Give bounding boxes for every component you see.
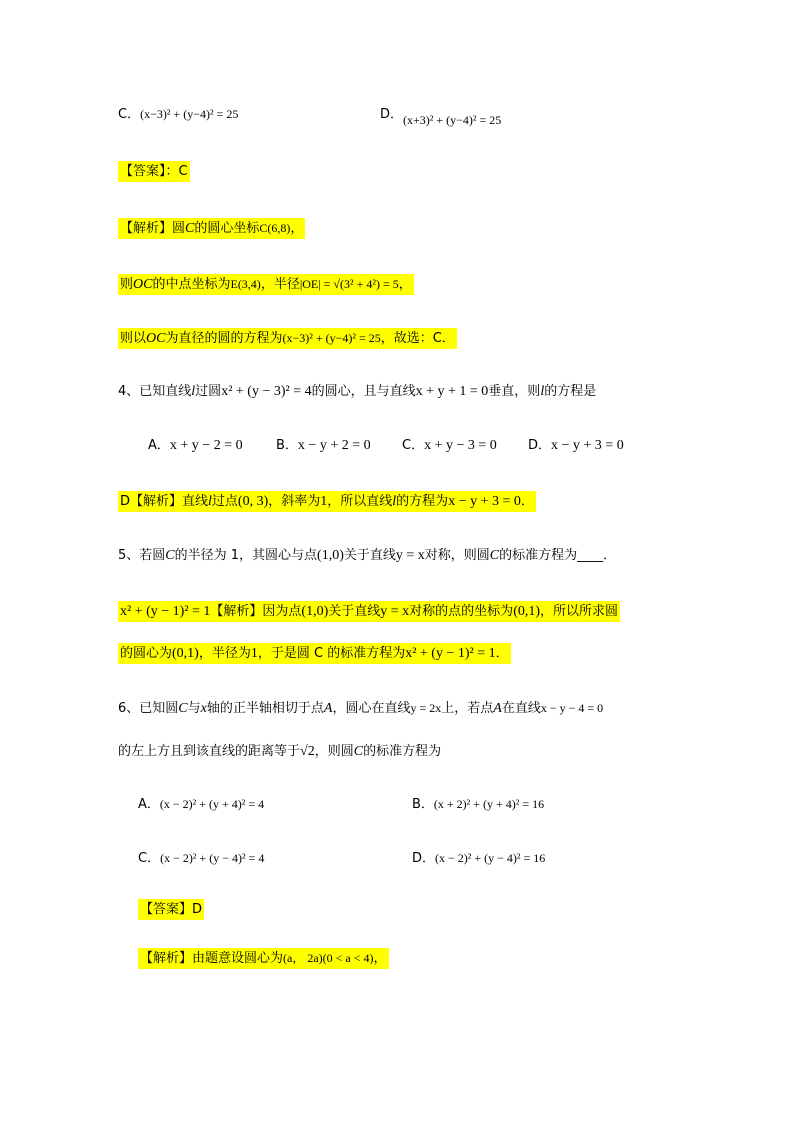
math: y = 2x [410, 701, 442, 715]
q6-option-d [412, 848, 545, 869]
text: 【解析】因为点 [210, 604, 302, 619]
highlight-run [118, 601, 620, 622]
q5-answer-line-2 [118, 644, 511, 664]
math: x − y + 3 = 0 [448, 494, 521, 509]
q6-option-a [138, 794, 264, 815]
math: |OE| = √(3² + 4²) = 5 [299, 277, 399, 291]
highlight-run [118, 274, 414, 295]
text: 的中点坐标为 [152, 277, 231, 292]
option-expr: (x − 2)² + (y − 4)² = 4 [160, 851, 265, 865]
option-label: C． [118, 107, 141, 122]
math: (0, 3) [237, 494, 269, 509]
var: OC [146, 331, 166, 346]
var: C [489, 548, 500, 563]
text: 在直线 [501, 701, 541, 716]
text: ，圆心在直线 [332, 701, 411, 716]
q4-option-a [148, 436, 243, 456]
option-expr: x + y − 2 = 0 [169, 438, 243, 453]
text: 与 [187, 701, 201, 716]
text: ， [373, 951, 387, 966]
text: 垂直，则 [488, 384, 541, 399]
q6-stem-line-2 [118, 742, 441, 762]
text: D【解析】直线 [120, 494, 209, 509]
option-expr: x − y + 3 = 0 [551, 438, 624, 453]
q6-analysis [138, 948, 389, 969]
option-label: D． [412, 851, 436, 866]
option-expr: x − y + 2 = 0 [297, 438, 371, 453]
math: (0,1) [172, 646, 199, 661]
var: C [165, 548, 175, 563]
answer-text: 【答案】D [138, 899, 204, 920]
option-label: C． [402, 438, 425, 453]
math: x² + (y − 1)² = 1 [405, 646, 496, 661]
text: ，半径 [260, 277, 300, 292]
q5-answer-line-1 [118, 602, 620, 622]
text: 对称的点的坐标为 [409, 604, 514, 619]
var: C [185, 221, 195, 236]
q5-stem [118, 546, 616, 566]
math: (0,1) [513, 604, 541, 619]
option-label: A． [148, 438, 170, 453]
math: 1 [250, 646, 258, 661]
text: 轴的正半轴相切于点 [206, 701, 324, 716]
option-label: C． [138, 851, 161, 866]
prev-analysis-line-2 [118, 274, 414, 295]
highlight-run [138, 948, 389, 969]
math: x − y − 4 = 0 [540, 701, 604, 715]
text: ． [520, 494, 534, 509]
text: 对称，则圆 [424, 548, 490, 563]
math: y = x [380, 604, 410, 619]
option-label: D． [380, 107, 404, 122]
option-expr: (x+3)² + (y−4)² = 25 [403, 113, 502, 127]
var: OC [133, 277, 153, 292]
text: 【解析】由题意设圆心为 [140, 951, 284, 966]
highlight-run [118, 218, 305, 239]
text: 上，若点 [441, 701, 494, 716]
prev-analysis-line-3 [118, 328, 457, 349]
text: ， [398, 277, 412, 292]
q4-stem [118, 382, 596, 402]
text: ． [495, 646, 509, 661]
math: C(6,8) [259, 221, 291, 235]
text: ，所以直线 [327, 494, 393, 509]
q4-answer [118, 492, 536, 512]
q6-answer [138, 900, 204, 920]
text: 的方程是 [544, 384, 597, 399]
var: l [540, 384, 545, 399]
math: y = x [395, 548, 425, 563]
option-expr: x + y − 3 = 0 [424, 438, 497, 453]
highlight-run [118, 643, 511, 664]
text: 5、若圆 [118, 548, 166, 563]
text: ，斜率为 [268, 494, 321, 509]
var: x [200, 701, 207, 716]
text: 的半径为 1，其圆心与点 [174, 548, 318, 563]
text: 6、已知圆 [118, 701, 179, 716]
text: 的标准方程为____． [499, 548, 617, 563]
math: (x−3)² + (y−4)² = 25 [282, 331, 381, 345]
math: E(3,4) [230, 277, 261, 291]
var: l [191, 384, 196, 399]
prev-analysis-line-1 [118, 218, 305, 239]
math: x² + (y − 1)² = 1 [120, 604, 211, 619]
math: (1,0) [301, 604, 329, 619]
option-expr: (x − 2)² + (y + 4)² = 4 [159, 797, 265, 811]
math: (a， 2a)(0 < a < 4) [283, 951, 374, 965]
var: l [392, 494, 397, 509]
math: x + y + 1 = 0 [415, 384, 489, 399]
text: 4、已知直线 [118, 384, 192, 399]
text: 过点 [211, 494, 238, 509]
option-label: B． [276, 438, 298, 453]
option-c-prev [118, 104, 238, 125]
q4-option-b [276, 436, 371, 456]
text: ，于是圆 C 的标准方程为 [257, 646, 406, 661]
prev-answer [118, 162, 190, 182]
option-label: B． [412, 797, 434, 812]
math: (1,0) [317, 548, 344, 563]
text: 关于直线 [343, 548, 396, 563]
math: √2 [300, 744, 315, 759]
text: 过圆 [195, 384, 222, 399]
var: A [493, 701, 502, 716]
var: C [353, 744, 364, 759]
text: 的标准方程为 [363, 744, 442, 759]
q6-stem-line-1 [118, 698, 603, 719]
text: 的左上方且到该直线的距离等于 [118, 744, 301, 759]
option-expr: (x + 2)² + (y + 4)² = 16 [433, 797, 545, 811]
math: x² + (y − 3)² = 4 [221, 384, 312, 399]
q4-option-d [528, 436, 624, 456]
var: A [323, 701, 333, 716]
q4-option-c [402, 436, 497, 456]
text: 为直径的圆的方程为 [165, 331, 283, 346]
text: ，所以所求圆 [540, 604, 619, 619]
option-label: D． [528, 438, 552, 453]
var: l [208, 494, 212, 509]
answer-text: 【答案】：C [118, 161, 190, 182]
q6-option-b [412, 794, 544, 815]
text: ， [290, 221, 304, 236]
text: 的圆心，且与直线 [311, 384, 416, 399]
text: 的圆心坐标 [194, 221, 260, 236]
text: 【解析】圆 [120, 221, 186, 236]
math: 1 [320, 494, 328, 509]
text: 的方程为 [396, 494, 449, 509]
q6-option-c [138, 848, 264, 869]
text: 则以 [120, 331, 147, 346]
highlight-run [118, 328, 457, 349]
option-d-prev [380, 104, 501, 125]
text: ，半径为 [198, 646, 251, 661]
option-label: A． [138, 797, 160, 812]
highlight-run [118, 491, 536, 512]
text: ，故选：C． [380, 331, 455, 346]
text: 关于直线 [328, 604, 381, 619]
var: C [178, 701, 188, 716]
text: ，则圆 [314, 744, 354, 759]
option-expr: (x−3)² + (y−4)² = 25 [140, 107, 239, 121]
text: 则 [120, 277, 134, 292]
option-expr: (x − 2)² + (y − 4)² = 16 [435, 851, 546, 865]
text: 的圆心为 [120, 646, 173, 661]
